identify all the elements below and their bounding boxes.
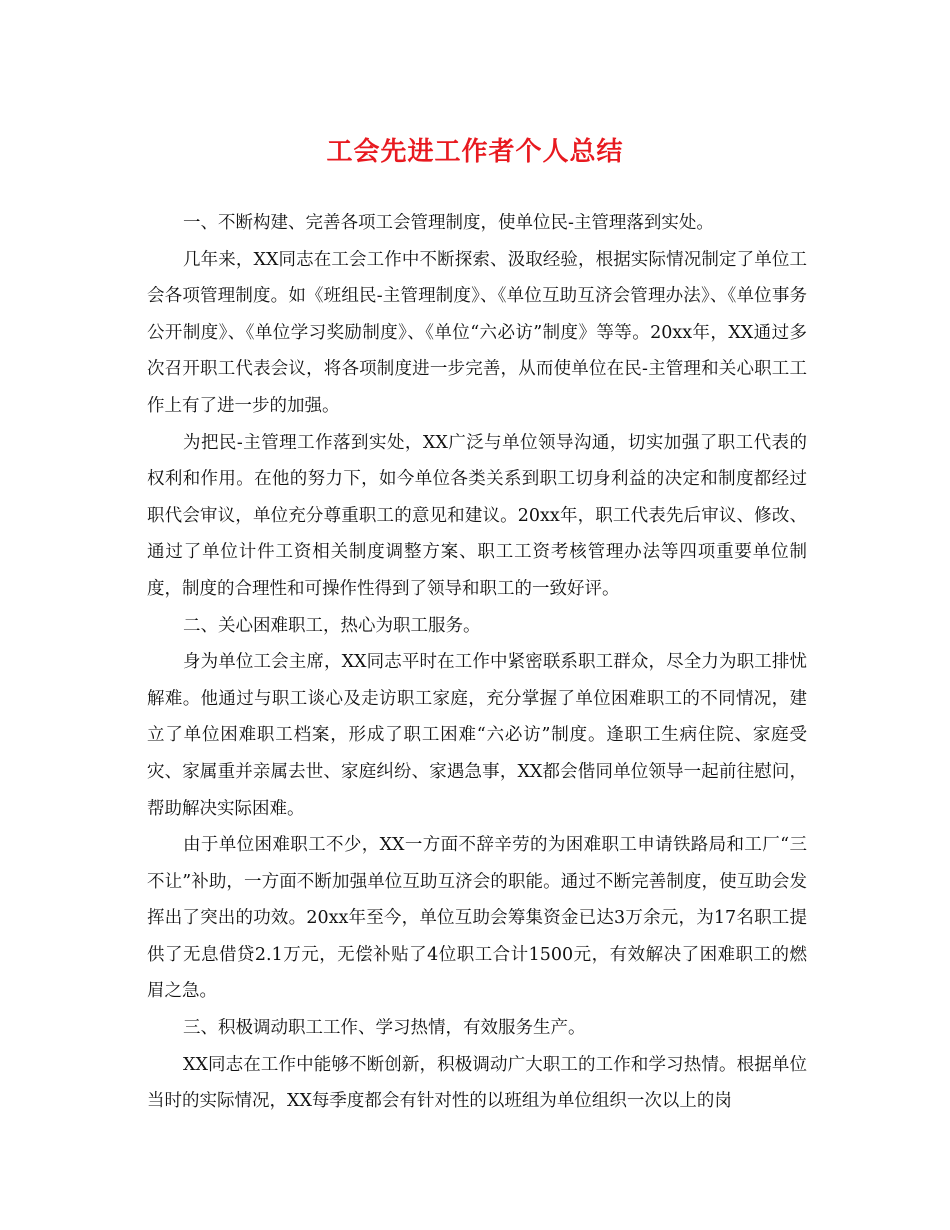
body-paragraph: 几年来，XX同志在工会工作中不断探索、汲取经验，根据实际情况制定了单位工会各项管理制度。如《班组民-主管理制度》、《单位互助互济会管理办法》、《单位事务公开制度》、《单位学习奖励制度》、《单位“六必访”制度》等等。20xx年，XX通过多次召开职工代表会议，将各项制度进一步完善，从而使单位在民-主管理和关心职工工作上有了进一步的加强。 [147,249,807,416]
section-heading-2: 二、关心困难职工，热心为职工服务。 [183,615,481,636]
body-paragraph: 身为单位工会主席，XX同志平时在工作中紧密联系职工群众，尽全力为职工排忧解难。他通过与职工谈心及走访职工家庭，充分掌握了单位困难职工的不同情况，建立了单位困难职工档案，形成了职工困难“六必访”制度。逢职工生病住院、家庭受灾、家属重并亲属去世、家庭纠纷、家遇急事，XX都会偕同单位领导一起前往慰问，帮助解决实际困难。 [147,652,807,819]
document-body [147,205,807,1120]
body-paragraph: 由于单位困难职工不少，XX一方面不辞辛劳的为困难职工申请铁路局和工厂“三不让”补助，一方面不断加强单位互助互济会的职能。通过不断完善制度，使互助会发挥出了突出的功效。20xx年至今，单位互助会筹集资金已达3万余元，为17名职工提供了无息借贷2.1万元，无偿补贴了4位职工合计1500元，有效解决了困难职工的燃眉之急。 [147,835,807,1002]
section-heading-1: 一、不断构建、完善各项工会管理制度，使单位民-主管理落到实处。 [183,213,714,233]
body-paragraph: 为把民-主管理工作落到实处，XX广泛与单位领导沟通，切实加强了职工代表的权利和作用。在他的努力下，如今单位各类关系到职工切身利益的决定和制度都经过职代会审议，单位充分尊重职工的意见和建议。20xx年，职工代表先后审议、修改、通过了单位计件工资相关制度调整方案、职工工资考核管理办法等四项重要单位制度，制度的合理性和可操作性得到了领导和职工的一致好评。 [147,432,807,599]
body-paragraph: XX同志在工作中能够不断创新，积极调动广大职工的工作和学习热情。根据单位当时的实际情况，XX每季度都会有针对性的以班组为单位组织一次以上的岗 [147,1054,807,1112]
section-heading-3: 三、积极调动职工工作、学习热情，有效服务生产。 [183,1018,586,1039]
document-title: 工会先进工作者个人总结 [326,137,624,167]
